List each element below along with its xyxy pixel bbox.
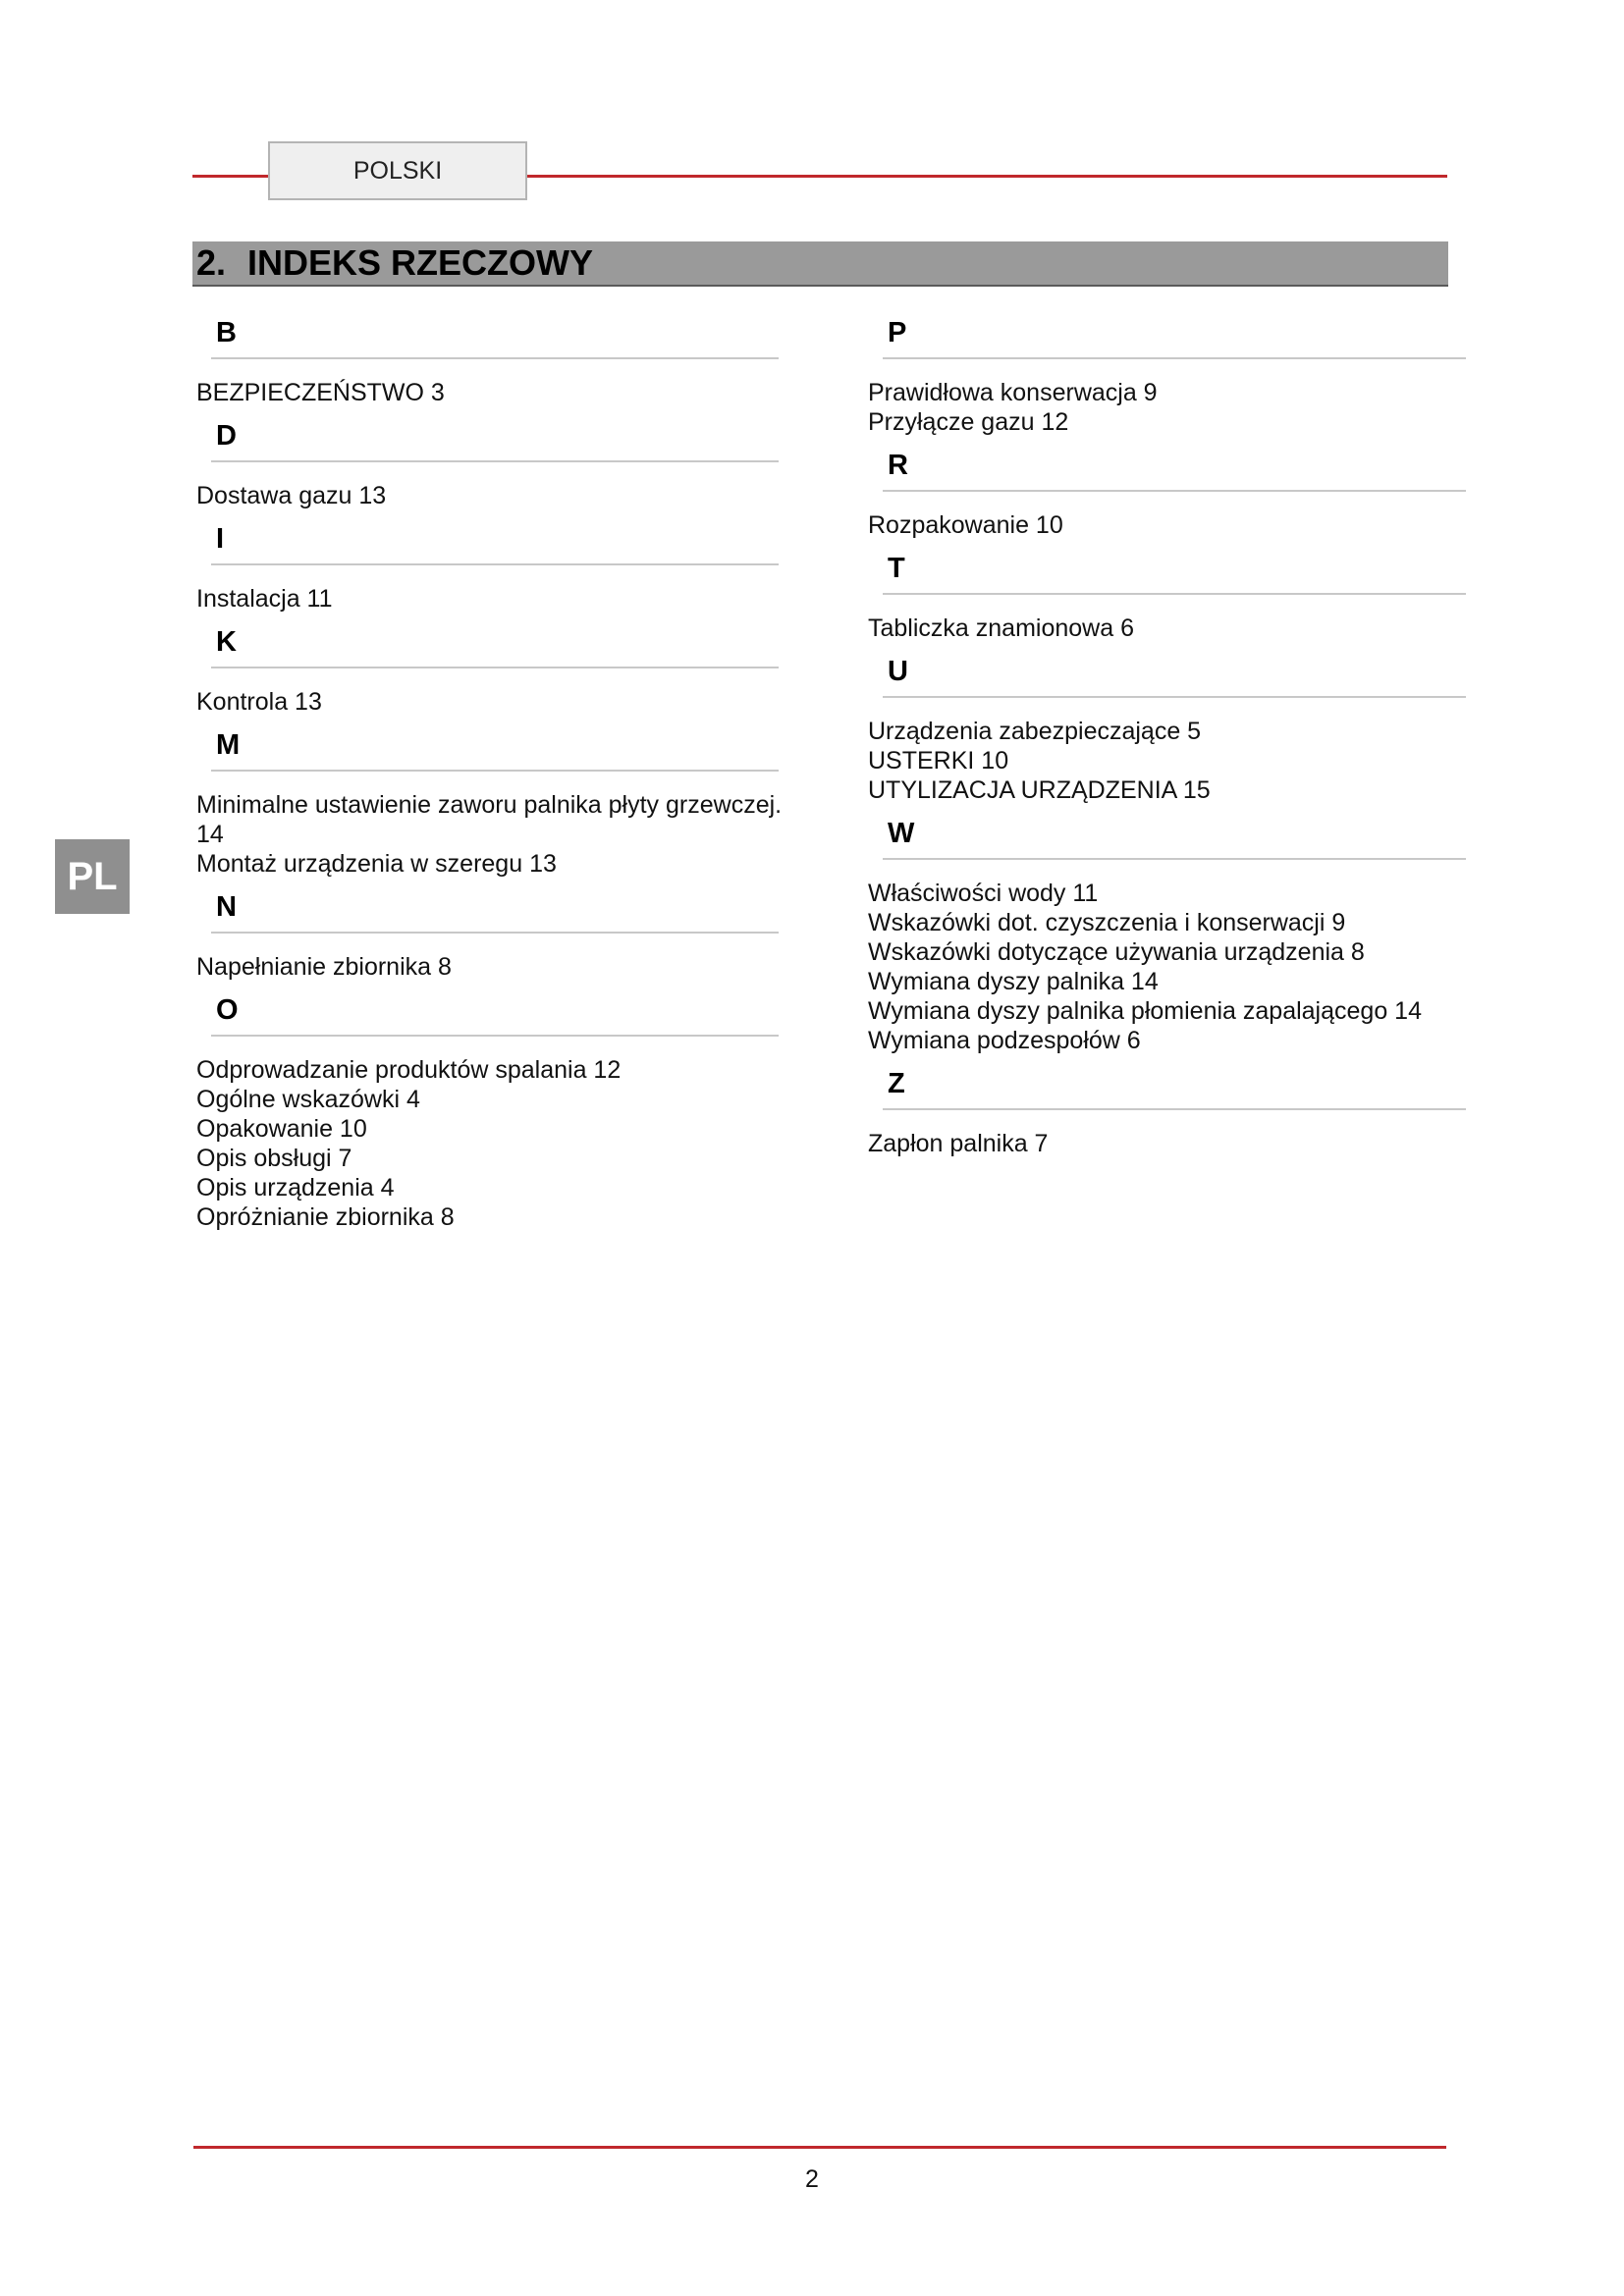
index-group [868, 807, 1457, 1057]
index-entry: UTYLIZACJA URZĄDZENIA 15 [868, 776, 1211, 804]
index-entry: Rozpakowanie 10 [868, 511, 1063, 539]
index-group [868, 306, 1457, 439]
index-entry: Urządzenia zabezpieczające 5 [868, 718, 1202, 745]
index-entry-list [196, 934, 825, 984]
index-entry: BEZPIECZEŃSTWO 3 [196, 379, 445, 406]
index-entry-list [196, 1037, 825, 1234]
index-group [868, 645, 1457, 807]
index-entry-list [196, 462, 825, 512]
index-letter-heading: W [888, 818, 915, 849]
index-letter-heading: N [216, 891, 237, 923]
index-entry: Instalacja 11 [196, 585, 333, 613]
index-entry: Zapłon palnika 7 [868, 1130, 1049, 1157]
index-letter-heading: T [888, 553, 905, 584]
index-entry: Wymiana dyszy palnika płomienia zapalającego 14 [868, 997, 1422, 1025]
index-entry-list [868, 698, 1457, 807]
index-group [196, 512, 825, 615]
index-entry: Napełnianie zbiornika 8 [196, 953, 452, 981]
section-title: INDEKS RZECZOWY [247, 242, 594, 283]
index-entry-list [868, 492, 1457, 542]
index-letter-heading: O [216, 994, 239, 1026]
index-entry: Wskazówki dot. czyszczenia i konserwacji 9 [868, 909, 1346, 936]
section-heading [192, 241, 1448, 287]
index-entry: Właściwości wody 11 [868, 880, 1099, 907]
index-entry: Opakowanie 10 [196, 1115, 367, 1143]
footer-rule [193, 2146, 1446, 2149]
index-letter-heading: R [888, 450, 908, 481]
index-letter-heading: P [888, 317, 907, 348]
index-entry: Wymiana dyszy palnika 14 [868, 968, 1159, 995]
index-letter-heading: B [216, 317, 237, 348]
index-entry-list [868, 1110, 1457, 1160]
index-entry: Ogólne wskazówki 4 [196, 1086, 420, 1113]
index-entry-list [868, 595, 1457, 645]
index-entry: Dostawa gazu 13 [196, 482, 387, 509]
section-number: 2. [196, 242, 227, 283]
index-letter-heading: K [216, 626, 237, 658]
index-group [196, 881, 825, 984]
index-entry: Kontrola 13 [196, 688, 322, 716]
index-entry: Opróżnianie zbiornika 8 [196, 1203, 455, 1231]
index-entry: Opis urządzenia 4 [196, 1174, 395, 1201]
index-letter-heading: M [216, 729, 241, 761]
language-tab: POLSKI [268, 141, 527, 200]
index-entry-list [868, 860, 1457, 1057]
index-entry-list [196, 772, 825, 881]
index-letter-heading: D [216, 420, 237, 452]
index-entry: Wymiana podzespołów 6 [868, 1027, 1141, 1054]
index-entry: Wskazówki dotyczące używania urządzenia 8 [868, 938, 1365, 966]
language-side-badge: PL [55, 839, 130, 914]
index-group [196, 719, 825, 881]
index-entry: Odprowadzanie produktów spalania 12 [196, 1056, 622, 1084]
index-group [196, 984, 825, 1234]
index-entry: Przyłącze gazu 12 [868, 408, 1069, 436]
index-entry: Prawidłowa konserwacja 9 [868, 379, 1158, 406]
index-entry-list [868, 359, 1457, 439]
index-group [196, 615, 825, 719]
index-entry-list [196, 565, 825, 615]
index-entry-list [196, 668, 825, 719]
index-group [196, 409, 825, 512]
index-column-left [196, 306, 825, 1234]
index-group [868, 542, 1457, 645]
index-letter-heading: I [216, 523, 225, 555]
index-group [868, 1057, 1457, 1160]
index-entry-list [196, 359, 825, 409]
index-entry: Opis obsługi 7 [196, 1145, 352, 1172]
index-entry: USTERKI 10 [868, 747, 1009, 774]
index-letter-heading: Z [888, 1068, 905, 1099]
page-number: 2 [805, 2165, 819, 2193]
index-entry: Tabliczka znamionowa 6 [868, 614, 1134, 642]
index-entry: Minimalne ustawienie zaworu palnika płyty grzewczej. [196, 791, 783, 819]
index-column-right [868, 306, 1457, 1160]
index-letter-heading: U [888, 656, 908, 687]
index-group [868, 439, 1457, 542]
index-entry: Montaż urządzenia w szeregu 13 [196, 850, 557, 878]
index-entry: 14 [196, 821, 224, 848]
index-group [196, 306, 825, 409]
